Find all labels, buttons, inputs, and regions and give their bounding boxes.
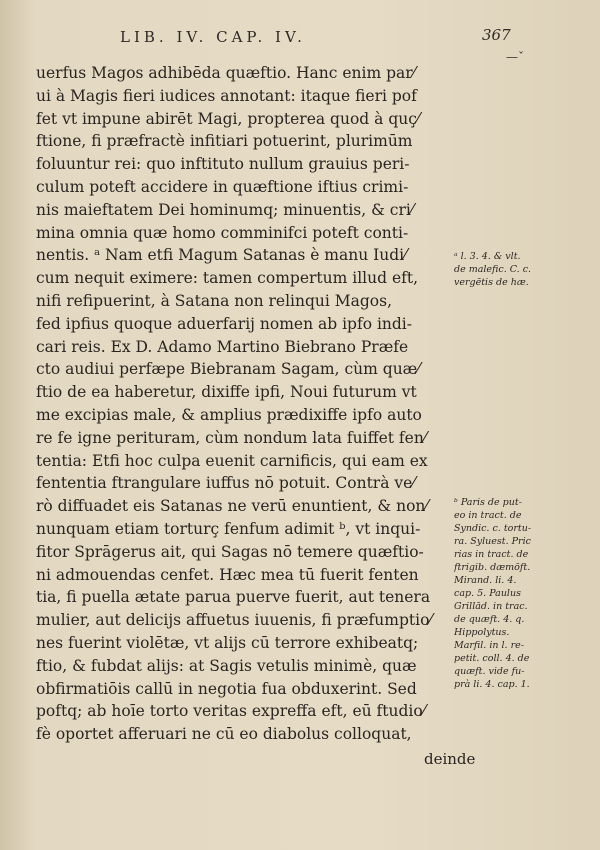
margin-note-line: cap. 5. Paulus: [454, 588, 521, 599]
margin-note-line: Marfil. in l. re-: [454, 640, 524, 651]
text-line: ftione, fi præfractè infitiari potuerint, plurimūm: [36, 132, 413, 151]
text-line: tentia: Etfi hoc culpa euenit carnificis, qui eam ex: [36, 451, 428, 470]
page-number: 367: [482, 26, 511, 44]
text-line: ftio de ea haberetur, dixiffe ipfi, Noui futurum vt: [36, 383, 417, 402]
catchword: deinde: [424, 750, 476, 768]
margin-note-line: quæft. vide fu-: [454, 666, 525, 677]
margin-note-line: Mirand. li. 4.: [454, 575, 517, 586]
margin-note-line: petit. coll. 4. de: [454, 653, 530, 664]
margin-note-line: Grillād. in trac.: [454, 601, 528, 612]
text-line: nis maieftatem Dei hominumq; minuentis, & cri⁄: [36, 200, 414, 219]
running-title: LIB. IV. CAP. IV.: [120, 28, 306, 46]
margin-note-b: [454, 496, 572, 691]
margin-note-line: de malefic. C. c.: [454, 264, 532, 275]
margin-note-line: Hippolytus.: [454, 627, 510, 638]
text-line: nentis. ᵃ Nam etfi Magum Satanas è manu Iudi⁄: [36, 246, 407, 265]
text-line: obfirmatiōis callū in negotia fua obduxerint. Sed: [36, 679, 417, 698]
text-line: cto audiui perfæpe Biebranam Sagam, cùm quæ⁄: [36, 360, 420, 379]
text-line: nunquam etiam torturç fenfum adimit ᵇ, vt inqui-: [36, 519, 421, 538]
text-line: mina omnia quæ homo comminifci poteft conti-: [36, 223, 409, 242]
text-line: nifi refipuerint, à Satana non relinqui Magos,: [36, 291, 393, 310]
text-line: culum poteft accidere in quæftione iftius crimi-: [36, 177, 409, 196]
text-line: ftio, & fubdat alijs: at Sagis vetulis minimè, quæ: [36, 656, 417, 675]
margin-note-line: ᵇ Paris de put-: [454, 497, 522, 508]
text-line: fitor Sprāgerus ait, qui Sagas nō temere quæftio-: [36, 542, 424, 561]
text-line: fed ipfius quoque aduerfarij nomen ab ipfo indi-: [36, 314, 413, 333]
margin-note-line: eo in tract. de: [454, 510, 522, 521]
text-line: tia, fi puella ætate parua puerve fuerit, aut tenera: [36, 588, 431, 607]
body-text: [36, 62, 464, 746]
text-line: me excipias male, & amplius prædixiffe ipfo auto: [36, 405, 422, 424]
margin-note-line: prà li. 4. cap. 1.: [454, 679, 530, 690]
margin-note-line: rias in tract. de: [454, 549, 529, 560]
text-line: fententia ftrangulare iuffus nō potuit. Contrà ve⁄: [36, 474, 415, 493]
text-line: rò diffuadet eis Satanas ne verū enuntient, & non⁄: [36, 497, 428, 516]
margin-note-line: Syndic. c. tortu-: [454, 523, 532, 534]
corner-mark: —ˇ: [506, 50, 524, 64]
text-line: re fe igne perituram, cùm nondum lata fuiffet fen⁄: [36, 428, 427, 447]
margin-note-line: ftrigib. dæmōft.: [454, 562, 531, 573]
text-line: ni admouendas cenfet. Hæc mea tū fuerit fenten: [36, 565, 419, 584]
text-line: foluuntur rei: quo inftituto nullum grauius peri-: [36, 155, 410, 174]
text-line: uerfus Magos adhibēda quæftio. Hanc enim par⁄: [36, 64, 416, 82]
text-line: fè oportet afferuari ne cū eo diabolus colloquat,: [36, 725, 412, 744]
text-line: fet vt impune abirēt Magi, propterea quod à quç⁄: [36, 109, 420, 128]
text-line: cari reis. Ex D. Adamo Martino Biebrano Præfe: [36, 337, 409, 356]
margin-note-line: vergētis de hæ.: [454, 277, 529, 288]
text-line: poftq; ab hoīe torto veritas expreffa eft, eū ftudio⁄: [36, 702, 426, 721]
text-line: nes fuerint violētæ, vt alijs cū terrore exhibeatq;: [36, 633, 419, 652]
text-line: ui à Magis fieri iudices annotant: itaque fieri pof: [36, 86, 417, 105]
text-line: mulier, aut delicijs affuetus iuuenis, fi præfumptio⁄: [36, 611, 432, 630]
text-line: cum nequit eximere: tamen compertum illud eft,: [36, 269, 419, 288]
margin-note-line: ra. Syluest. Pric: [454, 536, 531, 547]
margin-note-line: ᵃ l. 3. 4. & vlt.: [454, 251, 521, 262]
margin-note-a: [454, 250, 572, 289]
margin-note-line: de quæft. 4. q.: [454, 614, 525, 625]
